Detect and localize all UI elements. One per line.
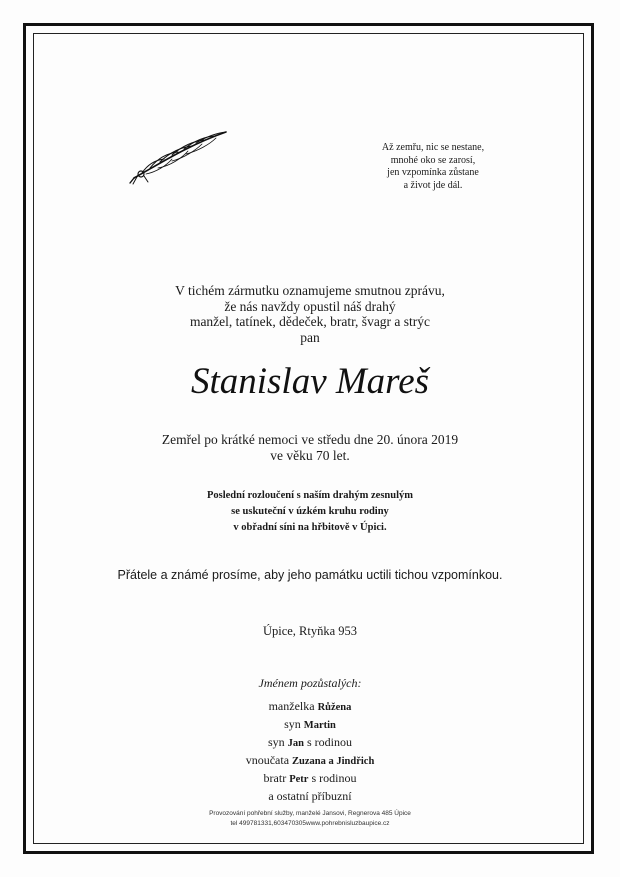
poem-verse <box>368 142 498 192</box>
intro-line: pan <box>300 329 320 345</box>
family-member <box>40 788 580 806</box>
footer-line: tel 499781331,603470305www.pohrebnisluzbaupice.cz <box>230 820 390 827</box>
relation: manželka <box>268 699 318 713</box>
relation: syn <box>284 717 304 731</box>
family-member <box>40 752 580 770</box>
announcement-intro <box>40 283 580 345</box>
death-line: Zemřel po krátké nemoci ve středu dne 20. února 2019 <box>161 432 459 447</box>
intro-line: že nás navždy opustil náš drahý <box>224 298 396 314</box>
death-line: ve věku 70 let. <box>270 448 350 463</box>
family-address: Úpice, Rtyňka 953 <box>262 624 358 638</box>
poem-line: a život jde dál. <box>403 179 463 191</box>
funeral-line: se uskuteční v úzkém kruhu rodiny <box>231 506 389 517</box>
remembrance-request: Přátele a známé prosíme, aby jeho památku uctili tichou vzpomínkou. <box>117 568 503 582</box>
funeral-info <box>40 488 580 536</box>
funeral-line: Poslední rozloučení s naším drahým zesnulým <box>206 490 414 501</box>
member-name: Martin <box>303 720 336 731</box>
behalf-heading: Jménem pozůstalých: <box>258 676 362 690</box>
funeral-service-footer <box>40 809 580 829</box>
feather-icon <box>126 126 232 186</box>
intro-line: V tichém zármutku oznamujeme smutnou zprávu, <box>175 283 445 298</box>
member-name: Jan <box>287 738 304 749</box>
family-member <box>40 716 580 734</box>
funeral-line: v obřadní síni na hřbitově v Úpici. <box>233 522 387 533</box>
relation-suffix: s rodinou <box>308 771 357 785</box>
relation: a ostatní příbuzní <box>268 789 352 803</box>
family-list <box>40 698 580 806</box>
relation: bratr <box>263 771 290 785</box>
death-notice <box>40 432 580 464</box>
footer-line: Provozování pohřební služby, manželé Jansovi, Regnerova 485 Úpice <box>209 810 411 817</box>
member-name: Petr <box>289 774 309 785</box>
family-member <box>40 770 580 788</box>
member-name: Růžena <box>317 702 352 713</box>
deceased-name: Stanislav Mareš <box>190 361 430 402</box>
intro-line: manžel, tatínek, dědeček, bratr, švagr a strýc <box>189 314 431 329</box>
family-member <box>40 698 580 716</box>
poem-line: Až zemřu, nic se nestane, <box>381 142 485 153</box>
family-member <box>40 734 580 752</box>
member-name: Zuzana a Jindřich <box>292 756 375 767</box>
relation: vnoučata <box>245 753 293 767</box>
relation-suffix: s rodinou <box>304 735 352 749</box>
poem-line: jen vzpomínka zůstane <box>387 167 479 178</box>
poem-line: mnohé oko se zarosí, <box>390 154 476 166</box>
relation: syn <box>267 735 288 749</box>
